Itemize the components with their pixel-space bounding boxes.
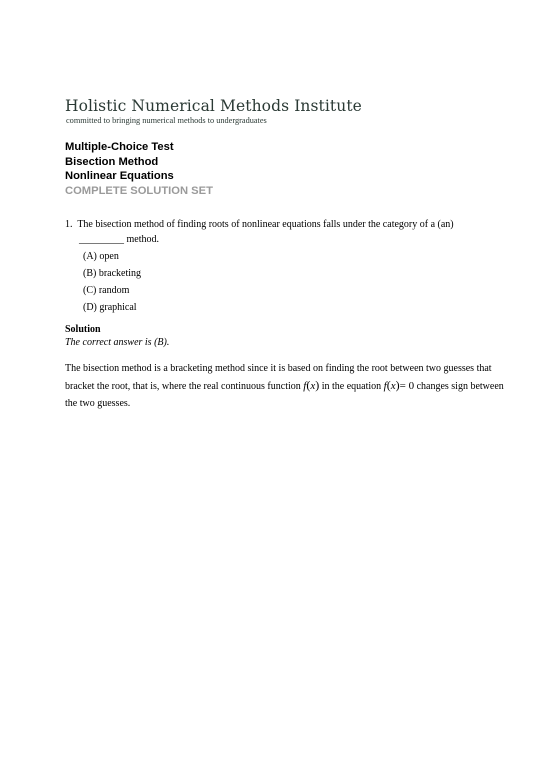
document-heading [65, 140, 213, 198]
explanation-part1: The bisection method is a bracketing method since it is based on finding the root between two guesses that bracket the root, that is, where the real continuous function [65, 363, 492, 392]
answer-options [65, 248, 505, 316]
option-b: (B) bracketing [83, 268, 142, 279]
question-text: The bisection method of finding roots of nonlinear equations falls under the category of a (an) [77, 219, 454, 230]
heading-test-title: Multiple-Choice Test [65, 141, 174, 153]
explanation-part3: changes sign between the two guesses. [65, 381, 504, 409]
heading-topic: Nonlinear Equations [65, 170, 174, 182]
logo-title: Holistic Numerical Methods Institute [65, 97, 362, 115]
solution-explanation [65, 360, 505, 412]
solution-title: Solution [65, 324, 101, 335]
option-c: (C) random [83, 285, 130, 296]
question-1 [65, 217, 505, 316]
institute-logo [65, 98, 362, 126]
explanation-part2: in the equation [321, 381, 382, 392]
question-text-line1 [65, 217, 505, 232]
heading-method: Bisection Method [65, 155, 159, 168]
heading-solution-set: COMPLETE SOLUTION SET [65, 184, 213, 197]
solution-section [65, 323, 505, 412]
logo-tagline: committed to bringing numerical methods to undergraduates [66, 116, 267, 125]
question-text-line2: _________ method. [79, 234, 159, 245]
option-a: (A) open [83, 251, 119, 262]
question-number: 1. [65, 219, 73, 230]
math-function-fx: f(x) [303, 378, 320, 392]
solution-answer: The correct answer is (B). [65, 337, 170, 348]
math-equation-fx-zero: f(x)= 0 [383, 378, 415, 392]
option-d: (D) graphical [83, 302, 137, 313]
